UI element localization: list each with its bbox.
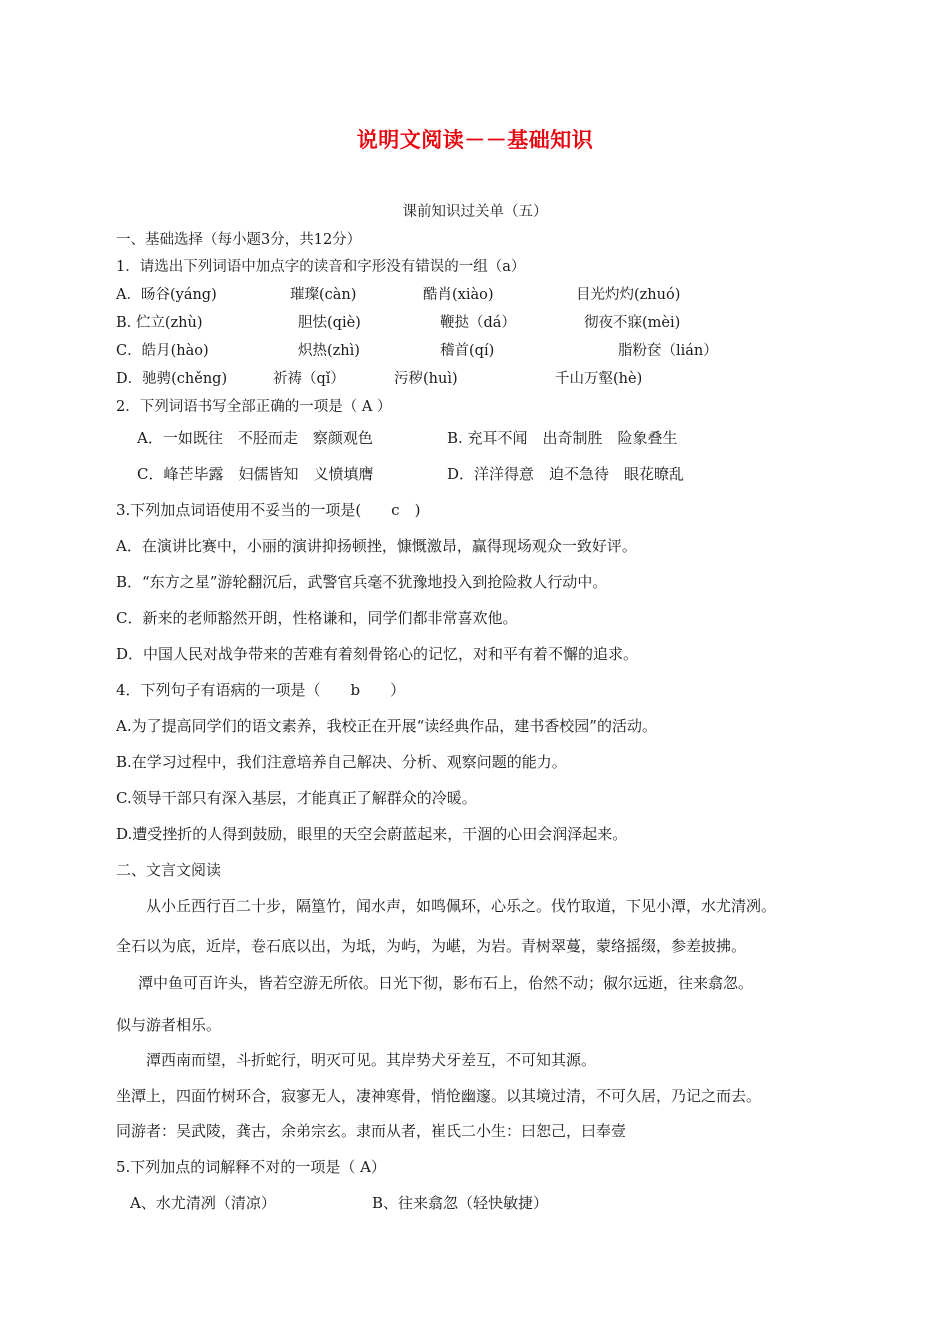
q1-option-b-3: 鞭挞（dá） (440, 315, 516, 331)
q1-option-b-2: 胆怯(qiè) (298, 315, 361, 331)
passage-line: 同游者：吴武陵，龚古，余弟宗玄。隶而从者，崔氏二小生：曰恕己，曰奉壹 (116, 1122, 627, 1140)
passage-line: 似与游者相乐。 (116, 1016, 222, 1034)
q1-option-b-1: B. 伫立(zhù) (116, 315, 203, 331)
q1-option-b-4: 彻夜不寐(mèi) (584, 315, 681, 331)
q4-option-d: D.遭受挫折的人得到鼓励，眼里的天空会蔚蓝起来，干涸的心田会润泽起来。 (116, 825, 628, 843)
q5-option-b: B、往来翕忽（轻快敏捷） (372, 1194, 549, 1212)
q1-option-c-1: C．皓月(hào) (116, 343, 209, 359)
question-1-stem: 1．请选出下列词语中加点字的读音和字形没有错误的一组（a） (116, 259, 526, 275)
q1-option-a-2: 璀璨(càn) (290, 287, 357, 303)
passage-line: 潭西南而望，斗折蛇行，明灭可见。其岸势犬牙差互，不可知其源。 (146, 1051, 597, 1069)
q1-option-c-3: 稽首(qí) (440, 343, 495, 359)
q3-option-d: D．中国人民对战争带来的苦难有着刻骨铭心的记忆，对和平有着不懈的追求。 (116, 645, 639, 663)
question-3-stem: 3.下列加点词语使用不妥当的一项是( c ) (116, 501, 421, 519)
section-heading-classical: 二、文言文阅读 (116, 861, 222, 879)
q2-option-d: D．洋洋得意 迫不急待 眼花暸乱 (447, 465, 685, 483)
passage-line: 全石以为底，近岸，卷石底以出，为坻，为屿，为嵁，为岩。青树翠蔓，蒙络摇缀，参差披拂。 (116, 937, 747, 955)
section-heading-basic: 一、基础选择（每小题3分，共12分） (116, 232, 362, 248)
passage-line: 坐潭上，四面竹树环合，寂寥无人，凄神寒骨，悄怆幽邃。以其境过清，不可久居，乃记之而去。 (116, 1087, 762, 1105)
page-title: 说明文阅读－－基础知识 (356, 128, 594, 152)
q1-option-d-1: D．驰骋(chěng) (116, 371, 228, 387)
question-2-stem: 2．下列词语书写全部正确的一项是（ A ） (116, 399, 392, 415)
q2-option-b: B. 充耳不闻 出奇制胜 险象叠生 (447, 429, 678, 447)
subtitle: 课前知识过关单（五） (402, 204, 548, 220)
q2-option-a: A．一如既往 不胫而走 察颜观色 (137, 429, 373, 447)
question-5-stem: 5.下列加点的词解释不对的一项是（ A） (116, 1158, 386, 1176)
q1-option-a-1: A．旸谷(yáng) (116, 287, 217, 303)
q2-option-c: C．峰芒毕露 妇儒皆知 义愤填膺 (137, 465, 374, 483)
question-4-stem: 4．下列句子有语病的一项是（ b ） (116, 681, 406, 699)
q3-option-a: A．在演讲比赛中，小丽的演讲抑扬顿挫，慷慨激昂，赢得现场观众一致好评。 (116, 537, 637, 555)
q1-option-d-4: 千山万壑(hè) (555, 371, 643, 387)
q4-option-a: A.为了提高同学们的语文素养，我校正在开展“读经典作品，建书香校园”的活动。 (116, 717, 657, 735)
q1-option-a-3: 酷肖(xiào) (423, 287, 494, 303)
passage-line: 潭中鱼可百许头，皆若空游无所依。日光下彻，影布石上，佁然不动；俶尔远逝，往来翕忽。 (138, 974, 754, 992)
q3-option-c: C．新来的老师豁然开朗，性格谦和，同学们都非常喜欢他。 (116, 609, 518, 627)
q1-option-a-4: 目光灼灼(zhuó) (576, 287, 681, 303)
q1-option-c-2: 炽热(zhì) (298, 343, 360, 359)
q5-option-a: A、水尤清冽（清凉） (130, 1194, 276, 1212)
q4-option-b: B.在学习过程中，我们注意培养自己解决、分析、观察问题的能力。 (116, 753, 567, 771)
q1-option-c-4: 脂粉奁（lián） (618, 343, 718, 359)
q4-option-c: C.领导干部只有深入基层，才能真正了解群众的冷暖。 (116, 789, 477, 807)
q3-option-b: B．“东方之星”游轮翻沉后，武警官兵毫不犹豫地投入到抢险救人行动中。 (116, 573, 608, 591)
q1-option-d-2: 祈祷（qǐ） (273, 371, 345, 387)
passage-line: 从小丘西行百二十步，隔篁竹，闻水声，如鸣佩环，心乐之。伐竹取道，下见小潭，水尤清冽。 (146, 897, 777, 915)
q1-option-d-3: 污秽(huì) (394, 371, 458, 387)
